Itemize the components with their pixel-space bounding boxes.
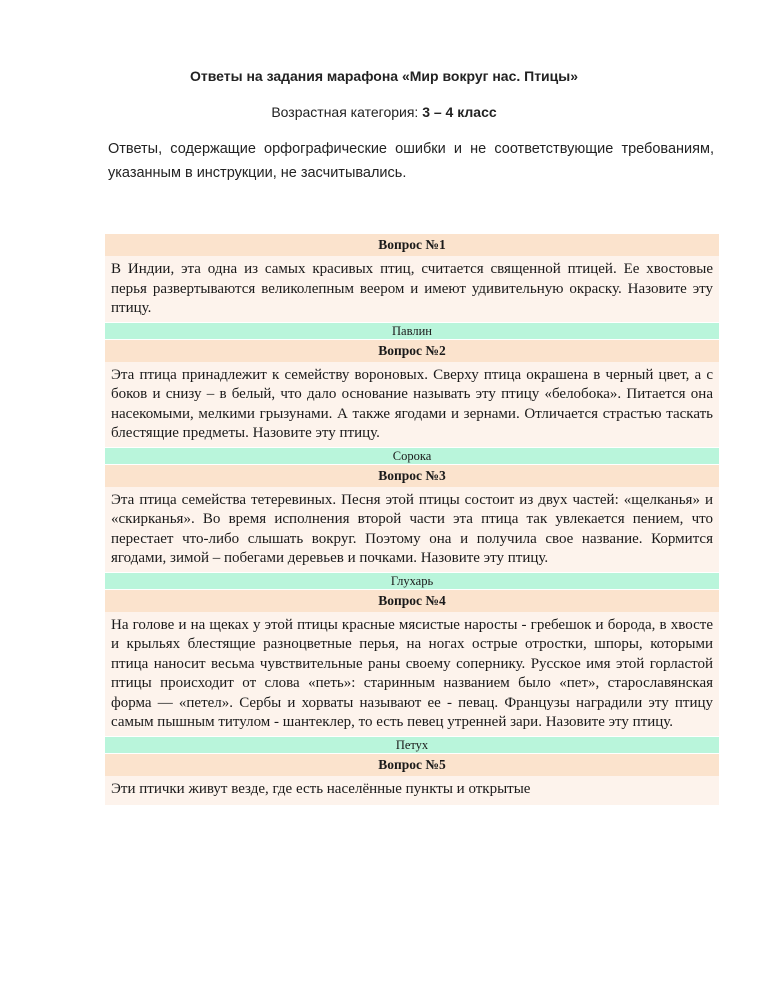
question-heading: Вопрос №5	[105, 753, 719, 776]
age-category	[0, 104, 768, 120]
age-category-value: 3 – 4 класс	[422, 104, 497, 120]
questions-table	[105, 233, 719, 805]
question-block-3	[105, 464, 719, 589]
question-text: В Индии, эта одна из самых красивых птиц, считается священной птицей. Ее хвостовые перья развертываются великолепным веером и имеют удивительную окраску. Назовите эту птицу.	[105, 256, 719, 322]
question-block-5	[105, 753, 719, 806]
age-category-label: Возрастная категория:	[271, 104, 423, 120]
question-heading: Вопрос №3	[105, 464, 719, 487]
question-text: Эта птица семейства тетеревиных. Песня этой птицы состоит из двух частей: «щелканья» и «скирканья». Во время исполнения второй части эта птица так увлекается пением, что перестает что-либо слышать вокруг. Поэтому она и получила свое название. Кормится ягодами, зимой – побегами деревьев и почками. Назовите эту птицу.	[105, 487, 719, 572]
answer-cell: Петух	[105, 736, 719, 753]
answer-cell: Глухарь	[105, 572, 719, 589]
question-text: Эта птица принадлежит к семейству вороновых. Сверху птица окрашена в черный цвет, а с боков и снизу – в белый, что дало основание называть эту птицу «белобока». Питается она насекомыми, мелкими грызунами. А также ягодами и зернами. Отличается страстью таскать блестящие предметы. Назовите эту птицу.	[105, 362, 719, 447]
answer-cell: Сорока	[105, 447, 719, 464]
instructions-note: Ответы, содержащие орфографические ошибки и не соответствующие требованиям, указанным в инструкции, не засчитывались.	[108, 141, 714, 181]
question-text: На голове и на щеках у этой птицы красные мясистые наросты - гребешок и борода, в хвосте и крыльях блестящие разноцветные перья, на ногах острые отростки, шпоры, которыми птица наносит весьма чувствительные раны своему сопернику. Русское имя этой горластой птицы происходит от слова «петь»: старинным названием было «пет», старославянская форма — «петел». Сербы и хорваты называют ее - певац. Французы наградили эту птицу самым пышным титулом - шантеклер, то есть певец утренней зари. Назовите эту птицу.	[105, 612, 719, 736]
question-heading: Вопрос №4	[105, 589, 719, 612]
question-text: Эти птички живут везде, где есть населённые пункты и открытые	[105, 776, 719, 806]
document-title: Ответы на задания марафона «Мир вокруг нас. Птицы»	[189, 68, 579, 84]
question-heading: Вопрос №1	[105, 233, 719, 256]
question-block-2	[105, 339, 719, 464]
question-heading: Вопрос №2	[105, 339, 719, 362]
answer-cell: Павлин	[105, 322, 719, 339]
question-block-1	[105, 233, 719, 339]
question-block-4	[105, 589, 719, 753]
